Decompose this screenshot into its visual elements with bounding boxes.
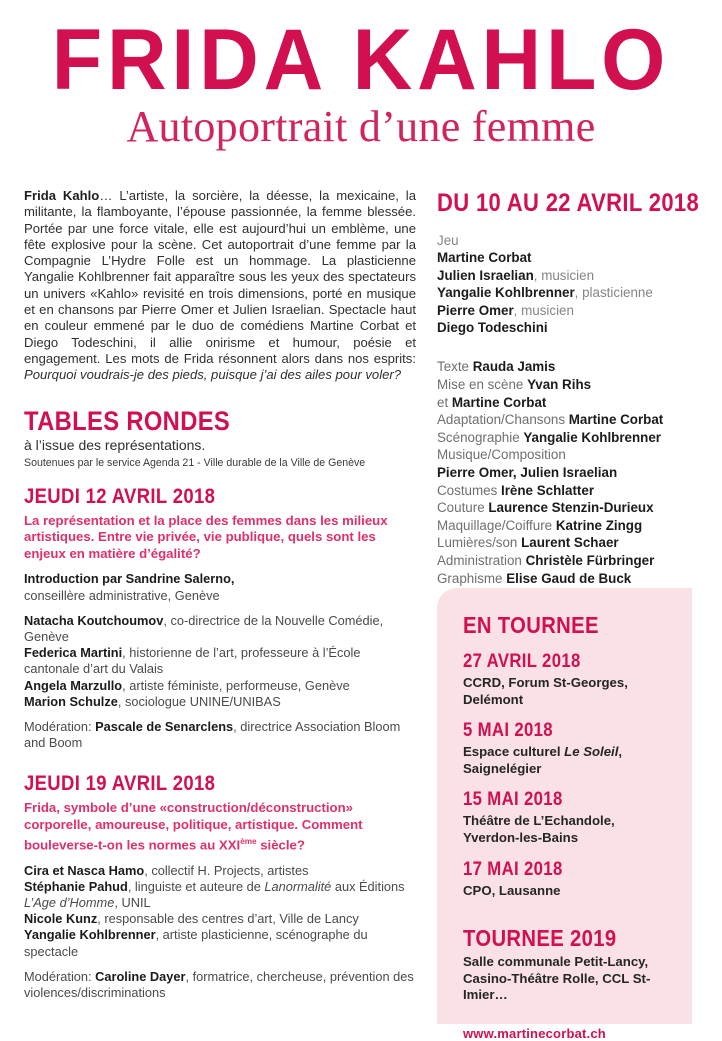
moderation-name: Caroline Dayer bbox=[95, 968, 186, 984]
cast-name: Diego Todeschini bbox=[437, 320, 548, 336]
speaker-role: , artiste plasticienne, scénographe du spectacle bbox=[24, 927, 368, 959]
list-item bbox=[437, 499, 705, 517]
list-item bbox=[437, 552, 705, 570]
cast-name: Yangalie Kohlbrenner bbox=[437, 285, 575, 301]
list-item bbox=[24, 613, 416, 645]
list-item bbox=[437, 534, 705, 552]
speaker-name: Marion Schulze bbox=[24, 693, 118, 709]
list-item bbox=[24, 927, 416, 959]
speaker-role: , historienne de l’art, professeure à l’École cantonale d’art du Valais bbox=[24, 645, 361, 677]
credit-value: Rauda Jamis bbox=[472, 359, 556, 375]
credit-label: Graphisme bbox=[437, 570, 507, 586]
moderation-name: Pascale de Senarclens bbox=[95, 718, 234, 734]
speaker-role: , responsable des centres d’art, Ville de Lancy bbox=[97, 911, 359, 927]
speaker-role: , artiste féministe, performeuse, Genève bbox=[122, 677, 350, 693]
credit-value: Katrine Zingg bbox=[555, 517, 643, 533]
credit-value: Martine Corbat bbox=[568, 412, 664, 428]
list-item bbox=[437, 517, 705, 535]
list-item bbox=[437, 376, 705, 394]
tables-rondes-support-note: Soutenues par le service Agenda 21 - Ville durable de la Ville de Genève bbox=[24, 456, 366, 469]
credit-value: Pierre Omer, Julien Israelian bbox=[437, 465, 618, 480]
list-item bbox=[437, 482, 705, 500]
cast-role: , plasticienne bbox=[574, 285, 653, 301]
tour-venue: CPO, Lausanne bbox=[463, 882, 561, 898]
list-item bbox=[24, 911, 416, 927]
tour-2019-heading: TOURNEE 2019 bbox=[463, 925, 617, 952]
intro-quote: Pourquoi voudrais-je des pieds, puisque j’ai des ailes pour voler? bbox=[24, 367, 402, 383]
intro-speaker-role: conseillère administrative, Genève bbox=[24, 587, 220, 603]
list-item bbox=[437, 411, 705, 429]
tour-date: 5 MAI 2018 bbox=[463, 720, 553, 742]
tour-panel bbox=[437, 588, 692, 1041]
tour-venue: Théâtre de L’Echandole, Yverdon-les-Bains bbox=[463, 813, 615, 845]
intro-paragraph bbox=[24, 188, 416, 384]
speaker-name: Angela Marzullo bbox=[24, 677, 123, 693]
page-title: FRIDA KAHLO bbox=[51, 12, 671, 108]
speaker-role: , sociologue UNINE/UNIBAS bbox=[117, 693, 281, 709]
speaker-name: Stéphanie Pahud bbox=[24, 878, 128, 894]
cast-label: Jeu bbox=[437, 233, 459, 248]
cast-name: Julien Israelian bbox=[437, 267, 534, 283]
poster-header bbox=[0, 0, 722, 150]
tour-entry bbox=[463, 719, 672, 777]
credit-value: Irène Schlatter bbox=[501, 482, 595, 498]
list-item bbox=[437, 446, 705, 464]
speaker-role: , co-directrice de la Nouvelle Comédie, Genève bbox=[24, 612, 384, 644]
tables-rondes-subtitle: à l’issue des représentations. bbox=[24, 436, 206, 453]
tour-entry bbox=[463, 858, 672, 900]
credit-label: Lumières/son bbox=[437, 535, 522, 551]
session-2-theme-part2: siècle? bbox=[256, 836, 305, 852]
speaker-name: Natacha Koutchoumov bbox=[24, 612, 164, 628]
list-item bbox=[437, 394, 705, 412]
cast-role: , musicien bbox=[533, 267, 595, 283]
venue-city: , Saignelégier bbox=[463, 744, 623, 776]
session-2-theme-part1: Frida, symbole d’une «construction/déconstruction» corporelle, amoureuse, politique, artistique. Comment bouleverse-t-on les normes au XXI bbox=[24, 800, 363, 852]
affiliation: , UNIL bbox=[114, 894, 151, 910]
run-dates-heading: DU 10 AU 22 AVRIL 2018 bbox=[437, 189, 700, 217]
tour-date: 15 MAI 2018 bbox=[463, 789, 563, 811]
credit-label: Mise en scène bbox=[437, 377, 528, 393]
publisher-name: L’Age d’Homme bbox=[24, 894, 115, 910]
tour-venue bbox=[463, 744, 672, 777]
tables-rondes-heading: TABLES RONDES bbox=[24, 405, 231, 436]
venue-italic-name: Le Soleil bbox=[564, 744, 619, 760]
tour-entry bbox=[463, 650, 672, 708]
session-1-moderation bbox=[24, 719, 416, 751]
credit-label: Texte bbox=[437, 359, 473, 375]
credit-value: Yvan Rihs bbox=[527, 377, 592, 393]
tour-date: 27 AVRIL 2018 bbox=[463, 651, 581, 672]
moderation-role: , formatrice, chercheuse, prévention des violences/discriminations bbox=[24, 968, 414, 1000]
credit-label: Maquillage/Coiffure bbox=[437, 517, 556, 533]
speaker-name: Cira et Nasca Hamo bbox=[24, 862, 145, 878]
list-item bbox=[437, 284, 705, 301]
moderation-label: Modération: bbox=[24, 968, 96, 984]
list-item bbox=[437, 570, 705, 588]
book-title: Lanormalité bbox=[264, 878, 332, 894]
session-1-speaker-list bbox=[24, 613, 416, 710]
credit-label: Administration bbox=[437, 552, 526, 568]
credit-value: Laurence Stenzin-Durieux bbox=[488, 500, 654, 516]
session-1-date: JEUDI 12 AVRIL 2018 bbox=[24, 484, 216, 508]
intro-speaker-name: Introduction par Sandrine Salerno, bbox=[24, 571, 235, 587]
list-item bbox=[24, 678, 416, 694]
session-1-theme: La représentation et la place des femmes dans les milieux artistiques. Entre vie privée, vie publique, quels sont les enjeux en matière d’égalité? bbox=[24, 512, 388, 561]
session-2-date: JEUDI 19 AVRIL 2018 bbox=[24, 772, 216, 796]
credit-label: et bbox=[437, 394, 452, 410]
list-item bbox=[437, 429, 705, 447]
intro-body: … L’artiste, la sorcière, la déesse, la mexicaine, la militante, la flamboyante, l’épouse passionnée, la femme blessée. Portée par une force vitale, elle est aujourd’hui un emblème, une fête explosive pour la scène. Cet autoportrait d’une femme par la Compagnie L’Hydre Folle est un hommage. La plasticienne Yangalie Kohlbrenner fait apparaître sous les yeux des spectateurs un univers «Kahlo» revisité en trois dimensions, porté en musique et en chansons par Pierre Omer et Julien Israelian. Spectacle haut en couleur emmené par le duo de comédiens Martine Corbat et Diego Todeschini, il allie onirisme et humour, poésie et engagement. Les mots de Frida résonnent alors dans nos esprits: bbox=[24, 188, 416, 366]
tour-2019-venues: Salle communale Petit-Lancy, Casino-Théâtre Rolle, CCL St-Imier… bbox=[463, 954, 651, 1003]
speaker-role: , linguiste et auteure de bbox=[127, 878, 265, 894]
poster-subtitle: Autoportrait d’une femme bbox=[126, 102, 596, 152]
ordinal-suffix: ème bbox=[240, 836, 257, 846]
speaker-name: Yangalie Kohlbrenner bbox=[24, 927, 156, 943]
list-item bbox=[437, 319, 705, 336]
session-1-intro-speaker bbox=[24, 571, 416, 603]
credit-label: Scénographie bbox=[437, 429, 524, 445]
intro-lead: Frida Kahlo bbox=[24, 188, 100, 203]
left-column bbox=[24, 188, 416, 1001]
credit-value: Laurent Schaer bbox=[521, 535, 619, 551]
list-item bbox=[24, 645, 416, 677]
cast-role: , musicien bbox=[513, 302, 574, 318]
cast-name: Pierre Omer bbox=[437, 302, 514, 318]
speaker-name: Nicole Kunz bbox=[24, 911, 98, 927]
session-2-speaker-list bbox=[24, 863, 416, 960]
credit-label: Adaptation/Chansons bbox=[437, 412, 569, 428]
credit-label: Costumes bbox=[437, 482, 501, 498]
credit-label: Musique/Composition bbox=[437, 447, 566, 463]
website-url[interactable]: www.martinecorbat.ch bbox=[463, 1025, 606, 1041]
session-2-theme bbox=[24, 800, 416, 853]
speaker-name: Federica Martini bbox=[24, 645, 123, 661]
list-item bbox=[24, 694, 416, 710]
list-item bbox=[24, 863, 416, 879]
cast-name: Martine Corbat bbox=[437, 250, 532, 266]
moderation-role: , directrice Association Bloom and Boom bbox=[24, 718, 401, 751]
tour-heading: EN TOURNEE bbox=[463, 612, 599, 638]
venue-prefix: Espace culturel bbox=[463, 744, 565, 760]
list-item bbox=[437, 267, 705, 284]
session-2-moderation bbox=[24, 969, 416, 1001]
credit-value: Christèle Fürbringer bbox=[525, 552, 655, 568]
publisher-label: aux Éditions bbox=[331, 878, 405, 894]
moderation-label: Modération: bbox=[24, 718, 96, 734]
list-item bbox=[437, 302, 705, 319]
tour-entry bbox=[463, 788, 672, 846]
credit-value: Yangalie Kohlbrenner bbox=[523, 429, 662, 445]
list-item bbox=[437, 249, 705, 266]
list-item bbox=[437, 358, 705, 376]
credit-value: Elise Gaud de Buck bbox=[506, 570, 632, 586]
credit-value: Martine Corbat bbox=[451, 394, 547, 410]
list-item bbox=[437, 464, 705, 482]
list-item bbox=[24, 879, 416, 911]
tour-venue: CCRD, Forum St-Georges, Delémont bbox=[463, 675, 628, 707]
tour-date: 17 MAI 2018 bbox=[463, 858, 563, 880]
credit-label: Couture bbox=[437, 500, 489, 516]
right-column bbox=[437, 188, 705, 587]
speaker-role: , collectif H. Projects, artistes bbox=[144, 862, 309, 878]
